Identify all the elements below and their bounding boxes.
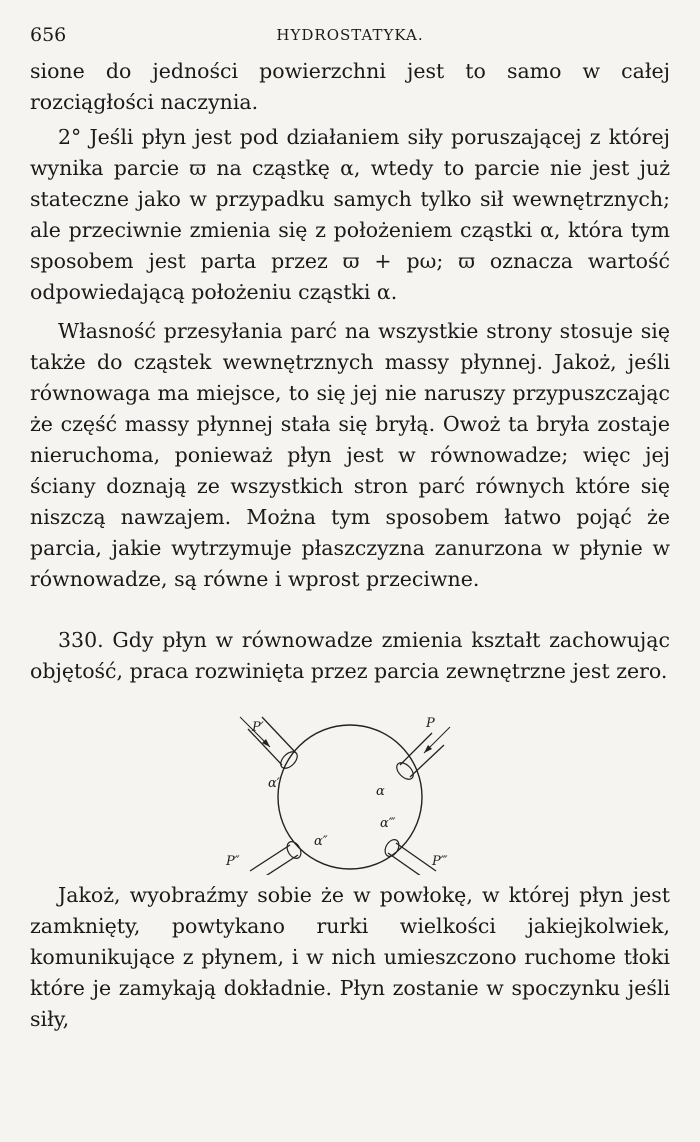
label-p-triple: P‴ xyxy=(432,854,448,869)
piston-tube-lower-right xyxy=(382,837,436,875)
page-header xyxy=(30,24,670,50)
page-number: 656 xyxy=(30,24,67,46)
label-alpha-triple: α‴ xyxy=(380,816,396,831)
label-alpha-prime: α′ xyxy=(268,776,280,791)
paragraph-proof-start: Jakoż, wyobraźmy sobie że w powłokę, w której płyn jest zamknięty, powtykano rurki wielkości jakiejkolwiek, komunikujące z płynem, i w nich umieszczono ruchome tłoki które je zamykają dokładnie. Płyn zostanie w spoczynku jeśli siły, xyxy=(30,883,670,1031)
running-title: HYDROSTATYKA. xyxy=(276,26,424,44)
label-p-prime: P′ xyxy=(252,720,264,735)
label-alpha: α xyxy=(376,784,385,799)
vessel-pistons-figure xyxy=(200,715,500,875)
paragraph-continuation: sione do jedności powierzchni jest to samo w całej rozciągłości naczynia. xyxy=(30,59,670,114)
piston-tube-upper-left xyxy=(240,717,300,771)
label-alpha-double: α″ xyxy=(314,834,328,849)
paragraph-pressure-transmission: Własność przesyłania parć na wszystkie strony stosuje się także do cząstek wewnętrznych massy płynnej. Jakoż, jeśli równowaga ma miejsce, to się jej nie naruszy przypuszczając że część massy płynnej stała się bryłą. Owoż ta bryła zostaje nieruchoma, ponieważ płyn jest w równowadze; więc jej ściany doznają ze wszystkich stron parć równych które się niszczą nawzajem. Można tym sposobem łatwo pojąć że parcia, jakie wytrzymuje płaszczyzna zanurzona w płynie w równowadze, są równe i wprost przeciwne. xyxy=(30,319,670,591)
piston-tube-upper-right xyxy=(394,727,450,782)
label-p: P xyxy=(426,716,435,731)
label-p-double: P″ xyxy=(226,854,240,869)
paragraph-second-case: 2° Jeśli płyn jest pod działaniem siły poruszającej z której wynika parcie ϖ na cząstkę α, wtedy to parcie nie jest już stateczne jako w przypadku samych tylko sił wewnętrznych; ale przeciwnie zmienia się z położeniem cząstki α, która tym sposobem jest parta przez ϖ + pω; ϖ oznacza wartość odpowiedającą położeniu cząstki α. xyxy=(30,125,670,304)
section-330-statement: 330. Gdy płyn w równowadze zmienia kształt zachowując objętość, praca rozwinięta przez parcia zewnętrzne jest zero. xyxy=(30,628,670,683)
